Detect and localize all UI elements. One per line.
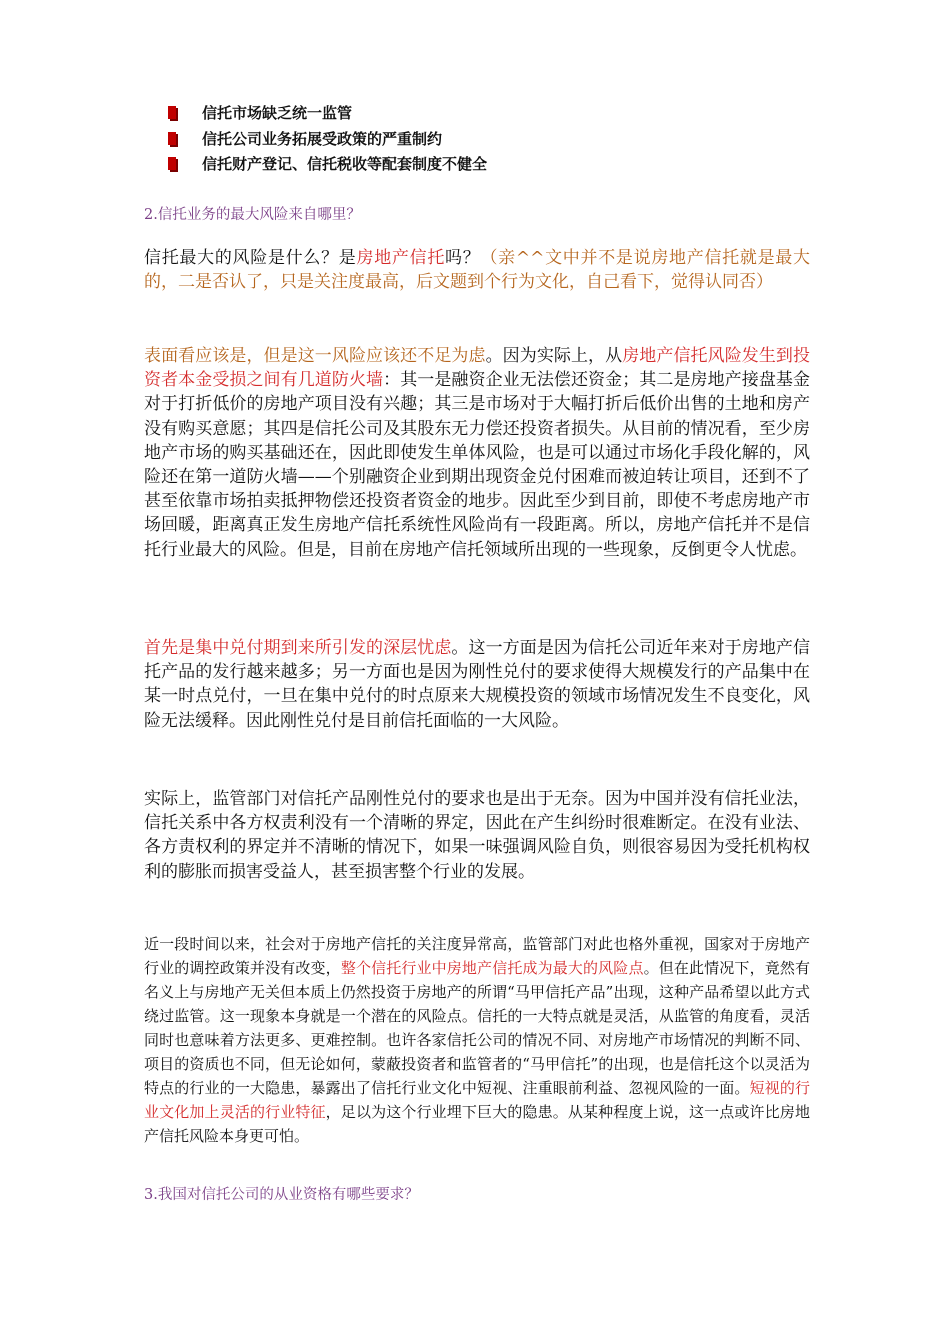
highlight-text: 房地产信托 <box>356 248 446 268</box>
text: 。因为实际上，从 <box>485 346 623 366</box>
text: 信托最大的风险是什么？是 <box>144 248 357 268</box>
text: 。但在此情况下，竟然有名义上与房地产无关但本质上仍然投资于房地产的所谓“马甲信托产品”出现，这种产品希望以此方式绕过监管。这一现象本身就是一个潜在的风险点。信托的一大特点就是灵活，从监管的角度看，灵活同时也意味着方法更多、更难控制。也许各家信托公司的情况不同、对房地产市场情况的判断不同、项目的资质也不同，但无论如何，蒙蔽投资者和监管者的“马甲信托”的出现，也是信托这个以灵活为特点的行业的一大隐患，暴露出了信托行业文化中短视、注重眼前利益、忽视风险的一面。 <box>144 959 810 1097</box>
paragraph-question <box>144 246 810 294</box>
risk-bullet-list <box>168 100 487 177</box>
section-heading-2: 2.信托业务的最大风险来自哪里？ <box>144 207 361 223</box>
list-item <box>168 100 487 126</box>
highlight-text: 表面看应该是，但是这一风险应该还不足为虑 <box>144 346 486 366</box>
bullet-text: 信托市场缺乏统一监管 <box>202 104 353 123</box>
text: 。这一方面是因为信托公司近年来对于房地产信托产品的发行越来越多；另一方面也是因为刚性兑付的要求使得大规模发行的产品集中在某一时点兑付，一旦在集中兑付的时点原来大规模投资的领域市场情况发生不良变化，风险无法缓释。因此刚性兑付是目前信托面临的一大风险。 <box>144 638 811 731</box>
paragraph-redemption <box>144 636 810 733</box>
highlight-text: 首先是集中兑付期到来所引发的深层忧虑 <box>144 638 452 658</box>
bullet-text: 信托财产登记、信托税收等配套制度不健全 <box>202 155 488 174</box>
highlight-text: 短视的行业文化加上灵活的行业特征 <box>144 1079 810 1121</box>
paragraph-vest-trust <box>144 932 810 1148</box>
square-bullet-icon <box>168 157 176 170</box>
text: 吗？ <box>445 248 481 268</box>
paragraph-surface <box>144 344 810 562</box>
section-heading-3: 3.我国对信托公司的从业资格有哪些要求？ <box>144 1187 419 1203</box>
highlight-text: 整个信托行业中房地产信托成为最大的风险点 <box>340 959 644 977</box>
text: ：其一是融资企业无法偿还资金；其二是房地产接盘基金对于打折低价的房地产项目没有兴趣；其三是市场对于大幅打折后低价出售的土地和房产没有购买意愿；其四是信托公司及其股东无力偿还投资者损失。从目前的情况看，至少房地产市场的购买基础还在，因此即使发生单体风险，也是可以通过市场化手段化解的，风险还在第一道防火墙——个别融资企业到期出现资金兑付困难而被迫转让项目，还到不了甚至依靠市场拍卖抵押物偿还投资者资金的地步。因此至少到目前，即使不考虑房地产市场回暖，距离真正发生房地产信托系统性风险尚有一段距离。所以，房地产信托并不是信托行业最大的风险。但是，目前在房地产信托领域所出现的一些现象，反倒更令人忧虑。 <box>144 370 811 560</box>
list-item <box>168 151 487 177</box>
paragraph-regulation: 实际上，监管部门对信托产品刚性兑付的要求也是出于无奈。因为中国并没有信托业法，信托关系中各方权责利没有一个清晰的界定，因此在产生纠纷时很难断定。在没有业法、各方责权利的界定并不清晰的情况下，如果一味强调风险自负，则很容易因为受托机构权利的膨胀而损害受益人，甚至损害整个行业的发展。 <box>144 789 810 882</box>
square-bullet-icon <box>168 106 176 119</box>
note-text: （亲^^文中并不是说房地产信托就是最大的，二是否认了，只是关注度最高，后文题到个行为文化，自己看下，觉得认同否） <box>144 248 810 293</box>
square-bullet-icon <box>168 132 176 145</box>
highlight-text: 房地产信托风险发生到投资者本金受损之间有几道防火墙 <box>144 346 811 391</box>
list-item <box>168 126 487 152</box>
bullet-text: 信托公司业务拓展受政策的严重制约 <box>202 129 443 148</box>
text: 近一段时间以来，社会对于房地产信托的关注度异常高，监管部门对此也格外重视，国家对于房地产行业的调控政策并没有改变， <box>144 935 810 977</box>
text: ，足以为这个行业埋下巨大的隐患。从某种程度上说，这一点或许比房地产信托风险本身更可怕。 <box>144 1103 810 1145</box>
